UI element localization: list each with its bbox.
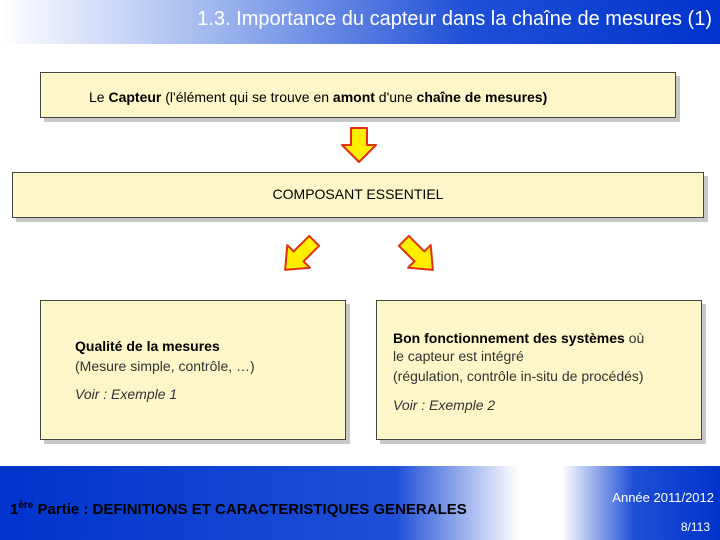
arrow-down-icon bbox=[342, 128, 376, 162]
box-capteur-text: Le Capteur (l'élément qui se trouve en amont d'une chaîne de mesures) bbox=[89, 89, 548, 105]
box-bon-example: Voir : Exemple 2 bbox=[393, 397, 496, 413]
box-bon-line2: le capteur est intégré bbox=[393, 348, 524, 364]
footer-year: Année 2011/2012 bbox=[612, 490, 714, 505]
box-bon-heading: Bon fonctionnement des systèmes où bbox=[393, 330, 645, 346]
arrow-down-left-icon bbox=[274, 230, 326, 282]
box-qualite-heading: Qualité de la mesures bbox=[75, 338, 220, 354]
box-qualite-example: Voir : Exemple 1 bbox=[75, 386, 178, 402]
box-qualite-line2: (Mesure simple, contrôle, …) bbox=[75, 358, 255, 374]
page-title: 1.3. Importance du capteur dans la chaîne de mesures (1) bbox=[197, 8, 712, 30]
footer-part-title: 1ère Partie : DEFINITIONS ET CARACTERISTIQUES GENERALES bbox=[10, 500, 467, 518]
box-bon-line3: (régulation, contrôle in-situ de procédés) bbox=[393, 368, 644, 384]
arrow-down-right-icon bbox=[393, 230, 445, 282]
page-number: 8/113 bbox=[680, 520, 710, 534]
box-composant-essentiel-label: COMPOSANT ESSENTIEL bbox=[272, 186, 444, 202]
